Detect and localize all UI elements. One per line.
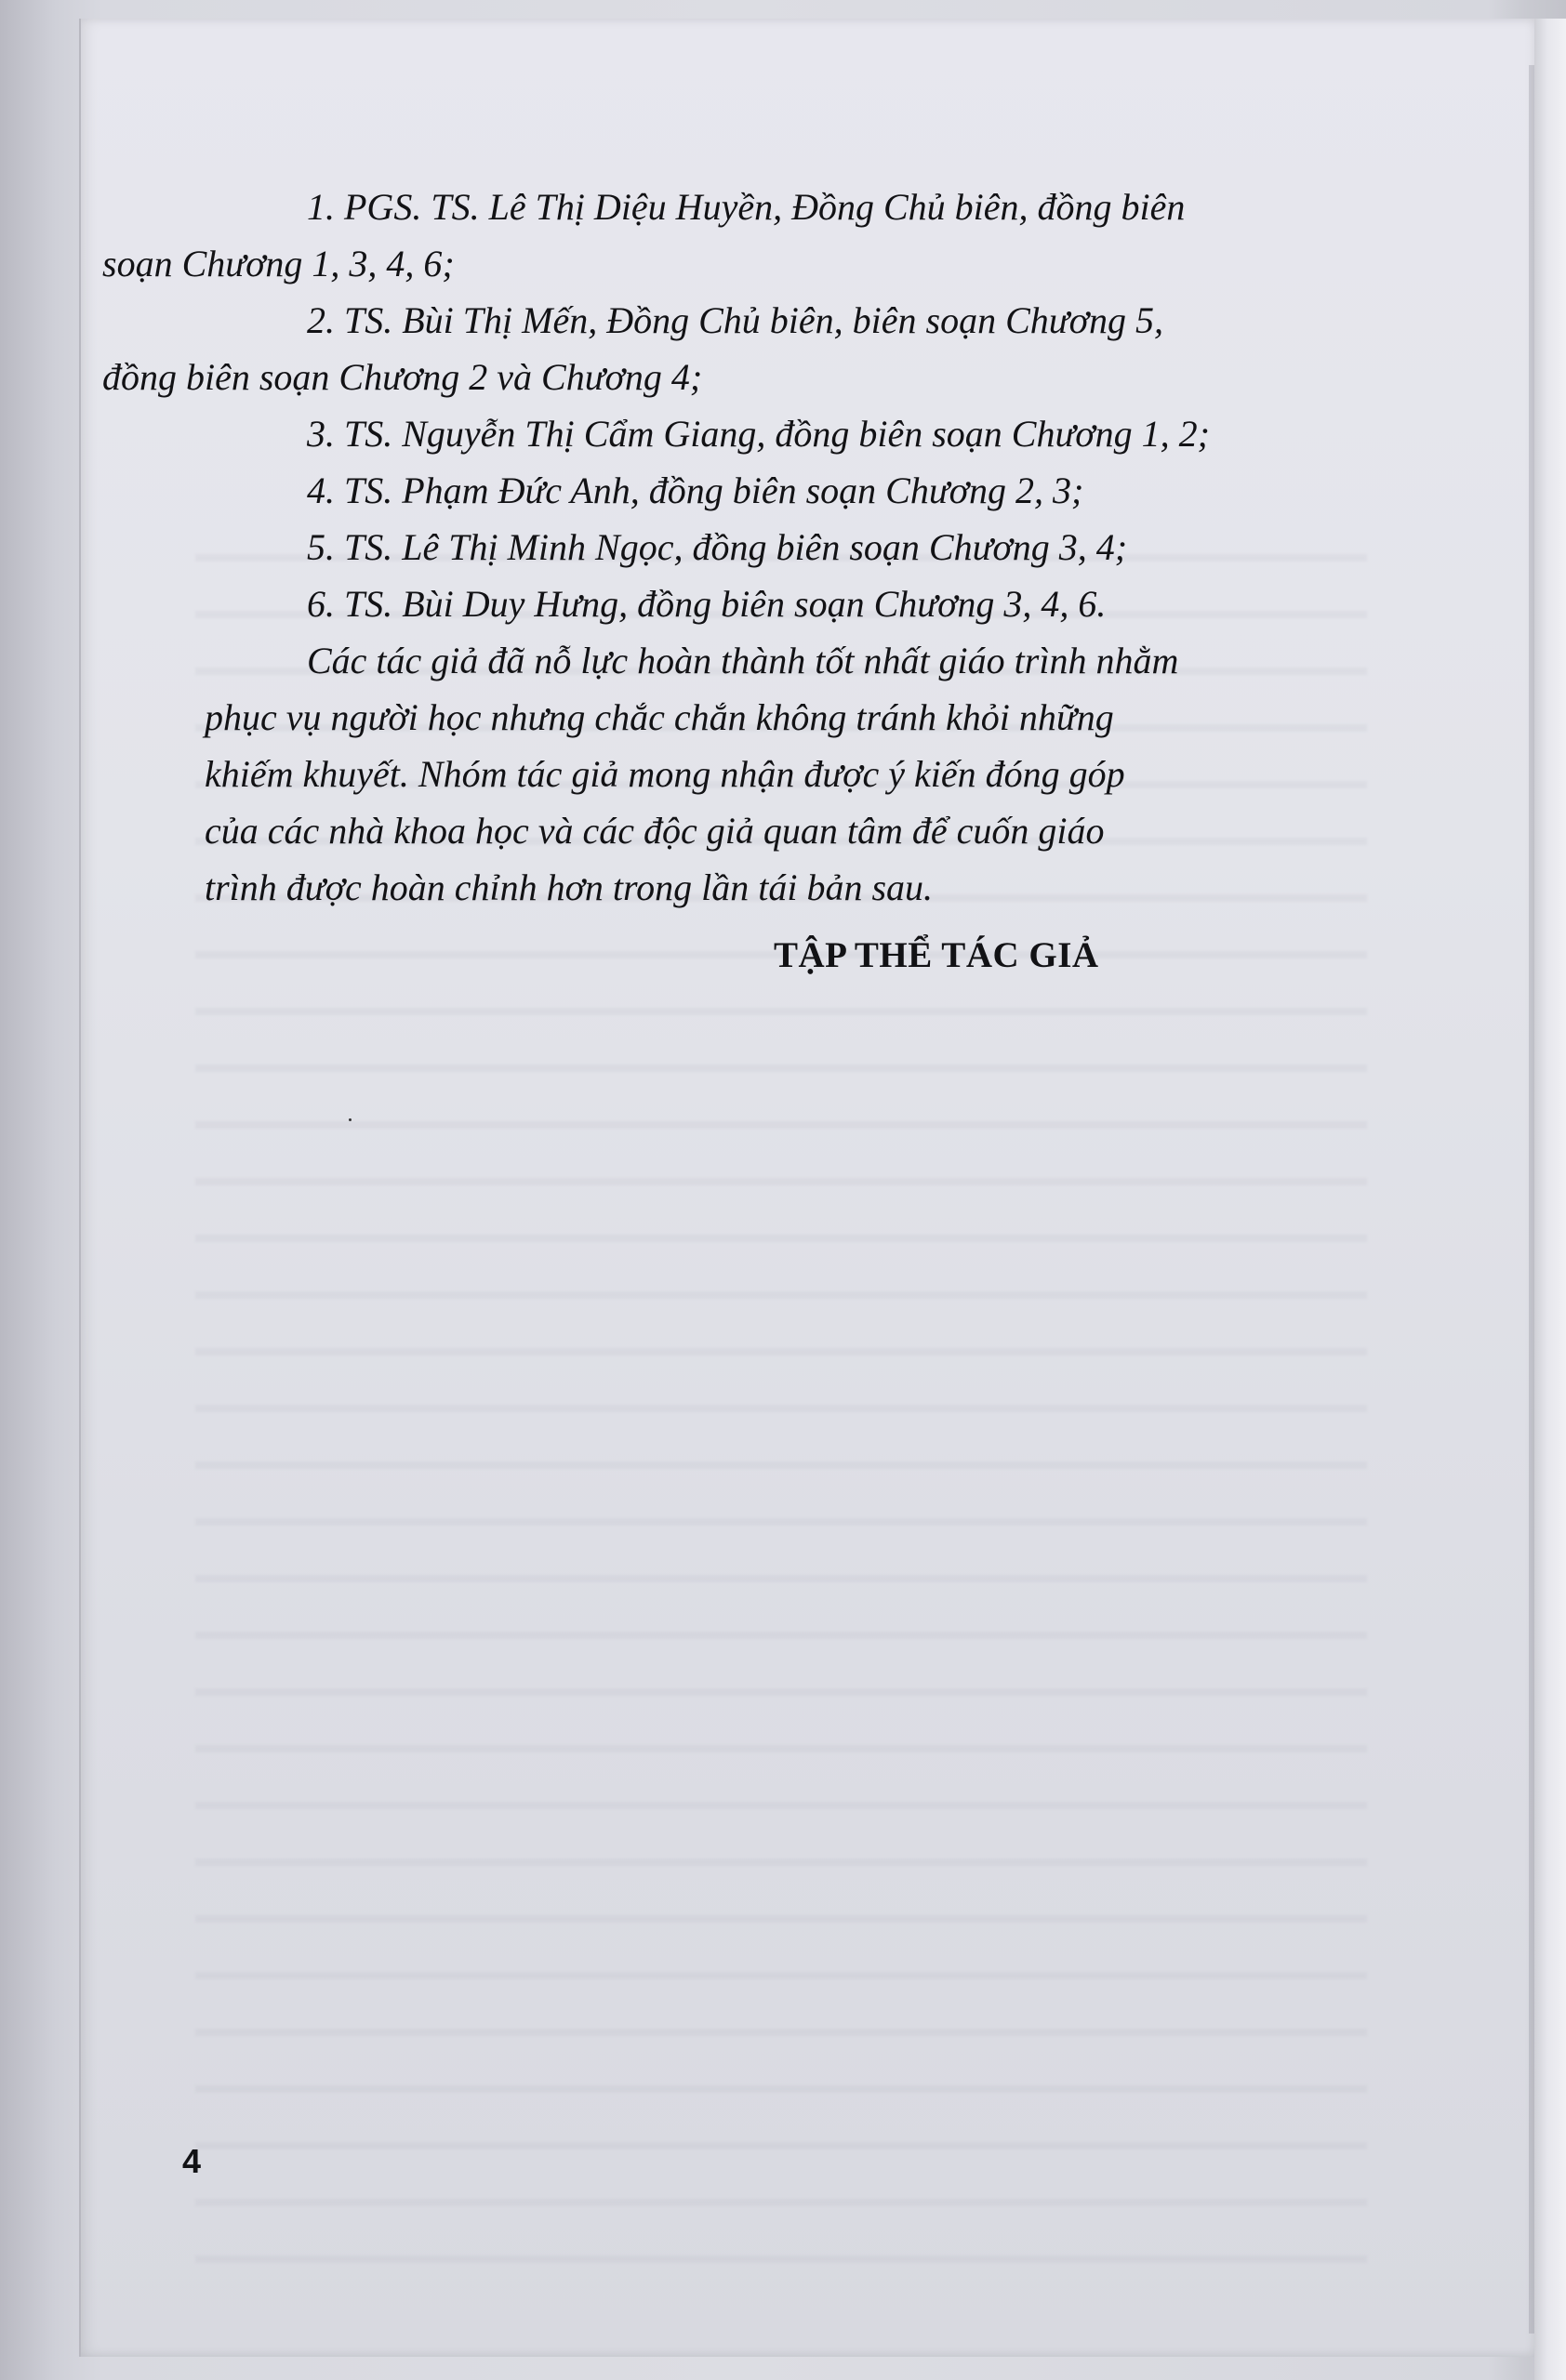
author-entry (205, 405, 1367, 462)
author-line: 6. TS. Bùi Duy Hưng, đồng biên soạn Chương 3, 4, 6. (307, 583, 1107, 625)
author-line: 3. TS. Nguyễn Thị Cẩm Giang, đồng biên soạn Chương 1, 2; (307, 413, 1210, 455)
closing-line: của các nhà khoa học và các độc giả quan tâm để cuốn giáo (205, 810, 1105, 852)
author-entry (205, 575, 1367, 632)
author-entry (102, 292, 1367, 405)
page-number: 4 (182, 2142, 202, 2180)
author-entry (205, 519, 1367, 575)
author-entry (205, 462, 1367, 519)
closing-line: khiếm khuyết. Nhóm tác giả mong nhận được ý kiến đóng góp (205, 753, 1125, 795)
author-line: 4. TS. Phạm Đức Anh, đồng biên soạn Chương 2, 3; (307, 469, 1084, 511)
author-line: 5. TS. Lê Thị Minh Ngọc, đồng biên soạn Chương 3, 4; (307, 526, 1128, 568)
author-line-continued: đồng biên soạn Chương 2 và Chương 4; (102, 356, 703, 398)
next-page-edge (1534, 19, 1566, 2380)
author-entry (102, 178, 1367, 292)
closing-line: trình được hoàn chỉnh hơn trong lần tái bản sau. (205, 866, 934, 908)
closing-paragraph (205, 632, 1367, 916)
author-line: 1. PGS. TS. Lê Thị Diệu Huyền, Đồng Chủ biên, đồng biên (307, 186, 1186, 228)
author-line-continued: soạn Chương 1, 3, 4, 6; (102, 243, 455, 284)
closing-line: phục vụ người học nhưng chắc chắn không tránh khỏi những (205, 696, 1114, 738)
author-contributions (102, 178, 1367, 916)
closing-line: Các tác giả đã nỗ lực hoàn thành tốt nhất giáo trình nhằm (307, 640, 1179, 681)
ink-dot (349, 1118, 352, 1121)
signature: TẬP THỂ TÁC GIẢ (774, 935, 1099, 975)
author-line: 2. TS. Bùi Thị Mến, Đồng Chủ biên, biên soạn Chương 5, (307, 299, 1163, 341)
